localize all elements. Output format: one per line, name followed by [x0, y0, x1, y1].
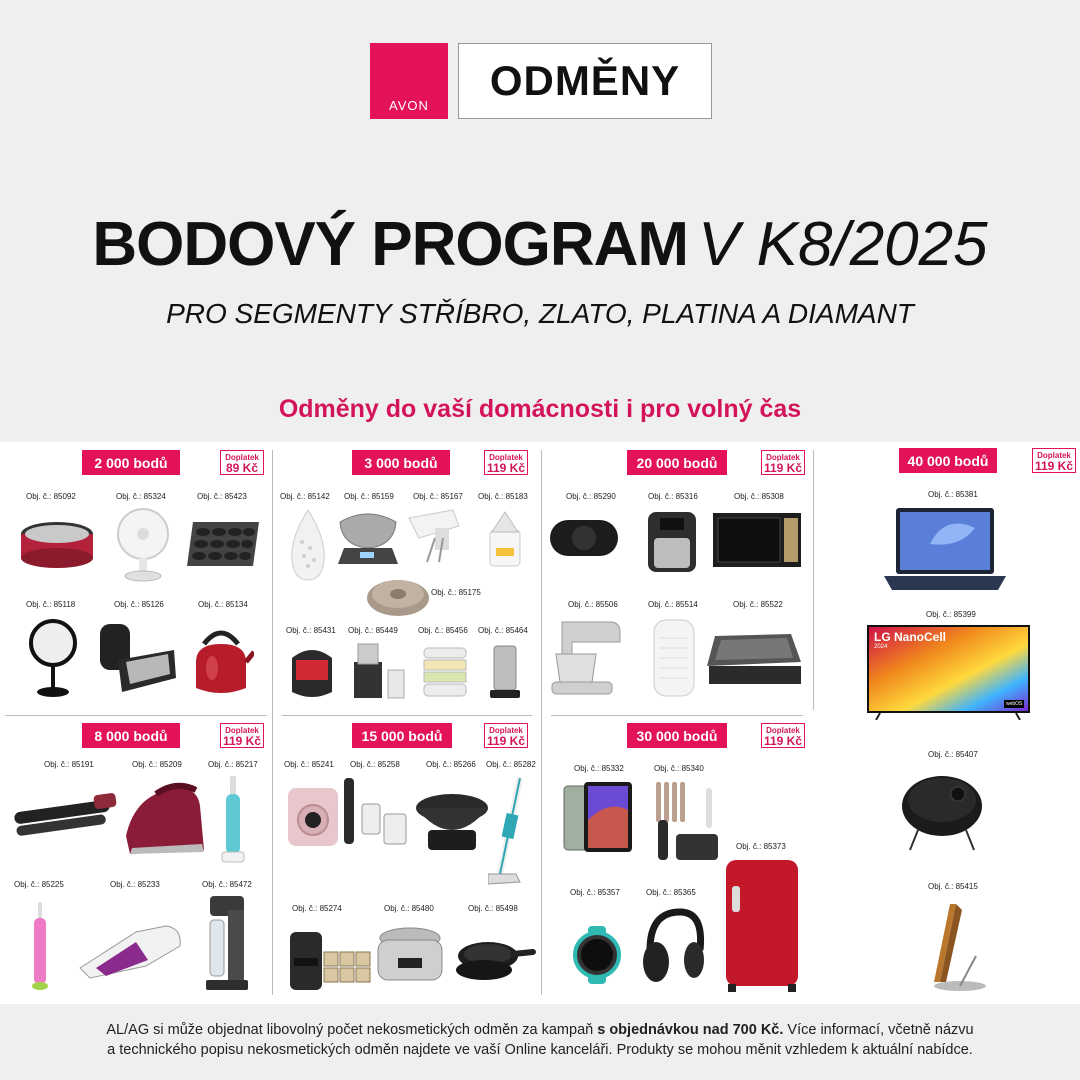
- product-code: Obj. č.: 85241: [284, 760, 334, 769]
- kettle-icon: [188, 622, 254, 698]
- product-code: Obj. č.: 85399: [926, 610, 976, 619]
- muffin-tray-icon: [183, 514, 263, 574]
- surcharge-box: [761, 723, 805, 748]
- product-code: Obj. č.: 85522: [733, 600, 783, 609]
- product-85241: [282, 760, 344, 860]
- product-85498: [454, 904, 536, 996]
- contact-grill-icon: [705, 632, 805, 688]
- footer-note: [0, 1020, 1080, 1060]
- surcharge-label: Doplatek: [489, 726, 523, 735]
- product-code: Obj. č.: 85365: [646, 888, 696, 897]
- footer-line-1-start: AL/AG si může objednat libovolný počet nekosmetických odměn za kampaň: [106, 1022, 598, 1038]
- tier-badge-3000: 3 000 bodů: [352, 450, 450, 475]
- product-85266: [412, 760, 492, 860]
- surcharge-amount: 119 Kč: [763, 461, 803, 475]
- product-code: Obj. č.: 85431: [286, 626, 336, 635]
- juicer-icon: [348, 640, 412, 702]
- surcharge-box: [484, 450, 528, 475]
- product-code: Obj. č.: 85217: [208, 760, 258, 769]
- product-85415: [912, 882, 1002, 997]
- row-divider: [5, 715, 267, 716]
- product-code: Obj. č.: 85290: [566, 492, 616, 501]
- page-title-italic: V K8/2025: [698, 210, 988, 279]
- soda-maker-icon: [204, 894, 250, 992]
- surcharge-label: Doplatek: [225, 726, 259, 735]
- product-code: Obj. č.: 85472: [202, 880, 252, 889]
- product-85514: [640, 600, 710, 700]
- headphones-icon: [640, 908, 706, 988]
- aroma-diffuser-icon: [288, 508, 328, 582]
- product-85274: [284, 904, 374, 996]
- product-code: Obj. č.: 85225: [14, 880, 64, 889]
- page-title: [0, 207, 1080, 283]
- surcharge-box: [484, 723, 528, 748]
- surcharge-box: [220, 723, 264, 748]
- bluetooth-speaker-icon: [548, 516, 620, 560]
- electric-toothbrush-icon: [220, 774, 246, 868]
- robot-vacuum-icon: [898, 764, 986, 854]
- retro-fridge-icon: [722, 856, 802, 994]
- footer-line-1-bold: s objednávkou nad 700 Kč.: [597, 1022, 784, 1038]
- stand-mixer-icon: [548, 618, 624, 698]
- springform-pan-icon: [18, 514, 96, 574]
- steam-iron-icon: [116, 774, 208, 856]
- kids-toothbrush-icon: [30, 900, 50, 992]
- surcharge-label: Doplatek: [225, 453, 259, 462]
- instant-camera-icon: [286, 786, 340, 848]
- hand-mixer-icon: [405, 508, 463, 564]
- product-code: Obj. č.: 85126: [114, 600, 164, 609]
- product-code: Obj. č.: 85134: [198, 600, 248, 609]
- product-85324: [108, 492, 178, 587]
- product-85423: [183, 492, 263, 587]
- product-code: Obj. č.: 85118: [26, 600, 76, 609]
- product-85522: [705, 600, 805, 700]
- microwave-icon: [712, 512, 802, 568]
- tier-badge-40000: 40 000 bodů: [899, 448, 997, 473]
- avon-logo: [370, 43, 448, 119]
- footer-line-2: a technického popisu nekosmetických odměn najdete ve vaší Online kanceláři. Produkty se mohou měnit vzhledem k aktuální nabídce.: [107, 1042, 973, 1058]
- footer-line-1: [0, 1020, 1080, 1040]
- product-code: Obj. č.: 85316: [648, 492, 698, 501]
- product-85316: [640, 492, 706, 592]
- product-code: Obj. č.: 85175: [431, 588, 481, 597]
- surcharge-label: Doplatek: [489, 453, 523, 462]
- product-85134: [188, 600, 258, 700]
- product-85290: [548, 492, 620, 582]
- page-title-bold: BODOVÝ PROGRAM: [92, 210, 689, 279]
- row-divider: [551, 715, 803, 716]
- surcharge-box: [1032, 448, 1076, 473]
- surcharge-box: [220, 450, 264, 475]
- product-code: Obj. č.: 85514: [648, 600, 698, 609]
- column-divider: [813, 450, 814, 710]
- product-code: Obj. č.: 85233: [110, 880, 160, 889]
- tv-year-text: 2024: [874, 644, 888, 650]
- segments-subtitle: PRO SEGMENTY STŘÍBRO, ZLATO, PLATINA A DIAMANT: [166, 298, 914, 329]
- avon-logo-text: AVON: [389, 98, 429, 113]
- product-code: Obj. č.: 85423: [197, 492, 247, 501]
- product-85258: [340, 760, 410, 860]
- product-code: Obj. č.: 85282: [486, 760, 536, 769]
- product-85118: [22, 600, 82, 700]
- product-85407: [892, 750, 992, 860]
- product-85373: [718, 842, 806, 997]
- air-purifier-icon: [652, 618, 696, 698]
- rewards-title-box: ODMĚNY: [458, 43, 712, 119]
- tv-brand-text: LG NanoCell: [874, 630, 947, 644]
- hand-blender-icon: [340, 774, 410, 854]
- product-85456: [418, 626, 474, 706]
- surcharge-amount: 119 Kč: [486, 461, 526, 475]
- column-divider: [541, 450, 542, 995]
- rewards-panel: [0, 442, 1080, 1004]
- product-85357: [562, 888, 632, 996]
- product-85449: [346, 626, 416, 706]
- product-85480: [370, 904, 452, 996]
- air-fryer-icon: [644, 508, 700, 578]
- product-code: Obj. č.: 85274: [292, 904, 342, 913]
- surcharge-box: [761, 450, 805, 475]
- surcharge-amount: 119 Kč: [222, 734, 262, 748]
- product-85225: [14, 880, 74, 995]
- coffee-machine-icon: [284, 918, 374, 994]
- hair-curler-icon: [10, 782, 120, 842]
- tier-badge-20000: 20 000 bodů: [627, 450, 727, 475]
- product-85233: [76, 880, 186, 995]
- electric-wok-icon: [412, 780, 492, 854]
- product-code: Obj. č.: 85340: [654, 764, 704, 773]
- surcharge-label: Doplatek: [766, 726, 800, 735]
- footer-line-1-end: Více informací, včetně názvu: [783, 1022, 974, 1038]
- surcharge-amount: 119 Kč: [1034, 459, 1074, 473]
- tier-badge-2000: 2 000 bodů: [82, 450, 180, 475]
- product-85308: [710, 492, 805, 592]
- waffle-maker-icon: [96, 620, 178, 698]
- product-85506: [548, 600, 628, 700]
- product-code: Obj. č.: 85167: [413, 492, 463, 501]
- food-dehydrator-icon: [420, 644, 470, 700]
- column-divider: [272, 450, 273, 995]
- product-85381: [880, 490, 1010, 600]
- product-85092: [18, 492, 96, 582]
- cake-mold-icon: [365, 568, 431, 618]
- tv-os-badge: webOS: [1006, 701, 1023, 707]
- product-code: Obj. č.: 85324: [116, 492, 166, 501]
- product-code: Obj. č.: 85142: [280, 492, 330, 501]
- product-code: Obj. č.: 85464: [478, 626, 528, 635]
- product-code: Obj. č.: 85332: [574, 764, 624, 773]
- product-85126: [92, 600, 182, 700]
- hair-styler-set-icon: [650, 778, 722, 868]
- product-85365: [636, 888, 716, 996]
- tier-badge-15000: 15 000 bodů: [352, 723, 452, 748]
- product-code: Obj. č.: 85381: [928, 490, 978, 499]
- pan-set-icon: [454, 930, 536, 984]
- product-code: Obj. č.: 85415: [928, 882, 978, 891]
- surcharge-label: Doplatek: [766, 453, 800, 462]
- hair-styler-icon: [926, 896, 992, 994]
- product-code: Obj. č.: 85480: [384, 904, 434, 913]
- product-code: Obj. č.: 85308: [734, 492, 784, 501]
- product-85340: [646, 764, 726, 874]
- product-code: Obj. č.: 85373: [736, 842, 786, 851]
- surcharge-label: Doplatek: [1037, 451, 1071, 460]
- section-tagline: Odměny do vaší domácnosti i pro volný čas: [278, 395, 802, 423]
- product-code: Obj. č.: 85456: [418, 626, 468, 635]
- product-code: Obj. č.: 85357: [570, 888, 620, 897]
- product-code: Obj. č.: 85498: [468, 904, 518, 913]
- product-code: Obj. č.: 85209: [132, 760, 182, 769]
- smartwatch-icon: [568, 926, 626, 984]
- product-85472: [196, 880, 258, 995]
- citrus-juicer-icon: [482, 510, 528, 570]
- ice-cream-maker-icon: [288, 642, 336, 702]
- product-code: Obj. č.: 85159: [344, 492, 394, 501]
- product-85175: [365, 560, 485, 630]
- surcharge-amount: 89 Kč: [225, 461, 259, 475]
- product-85282: [484, 760, 536, 890]
- product-code: Obj. č.: 85506: [568, 600, 618, 609]
- product-85209: [116, 760, 208, 860]
- product-code: Obj. č.: 85449: [348, 626, 398, 635]
- product-code: Obj. č.: 85266: [426, 760, 476, 769]
- product-code: Obj. č.: 85183: [478, 492, 528, 501]
- slow-cooker-icon: [372, 920, 448, 990]
- product-85191: [10, 760, 120, 860]
- steam-mop-icon: [488, 774, 528, 890]
- laptop-icon: [880, 504, 1010, 596]
- surcharge-amount: 119 Kč: [486, 734, 526, 748]
- product-85399: [866, 610, 1031, 725]
- product-code: Obj. č.: 85258: [350, 760, 400, 769]
- product-85217: [208, 760, 258, 870]
- tier-badge-30000: 30 000 bodů: [627, 723, 727, 748]
- tier-badge-8000: 8 000 bodů: [82, 723, 180, 748]
- product-code: Obj. č.: 85092: [26, 492, 76, 501]
- surcharge-amount: 119 Kč: [763, 734, 803, 748]
- product-code: Obj. č.: 85407: [928, 750, 978, 759]
- product-85142: [280, 492, 335, 592]
- product-85464: [476, 626, 534, 706]
- desk-fan-icon: [114, 506, 172, 582]
- product-85431: [284, 626, 342, 706]
- tablet-icon: [562, 780, 636, 856]
- product-85332: [560, 764, 640, 864]
- logo-lockup: [370, 43, 712, 119]
- row-divider: [282, 715, 532, 716]
- milk-frother-icon: [488, 642, 522, 702]
- product-code: Obj. č.: 85191: [44, 760, 94, 769]
- cosmetic-mirror-icon: [28, 618, 78, 700]
- handheld-vacuum-icon: [76, 916, 186, 980]
